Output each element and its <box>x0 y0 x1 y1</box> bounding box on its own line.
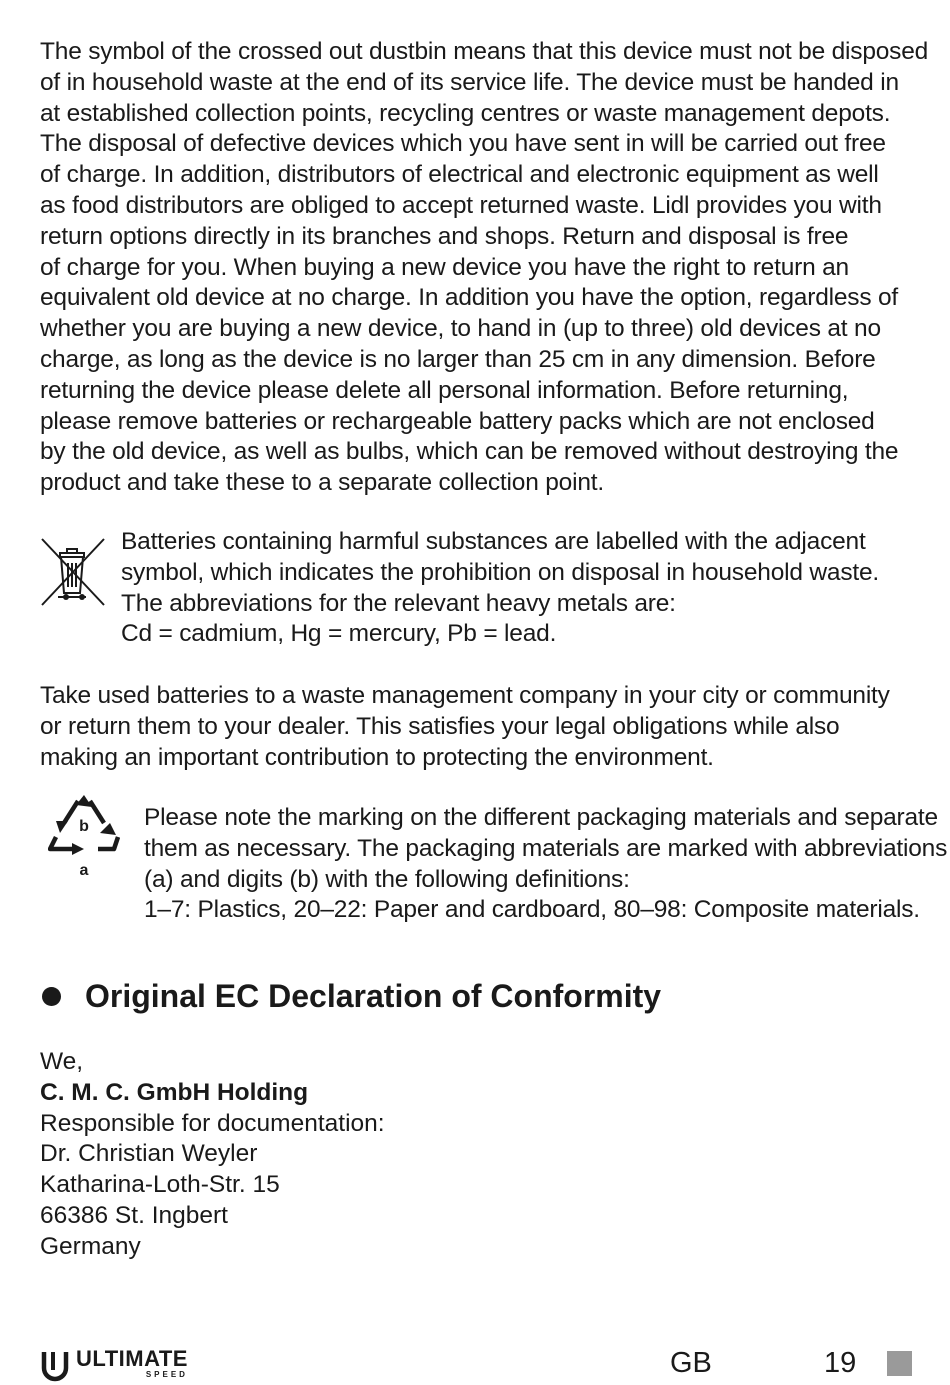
address-line: Responsible for documentation: <box>40 1109 385 1137</box>
text-line: symbol, which indicates the prohibition on disposal in household waste. <box>121 558 880 586</box>
recycle-label-a: a <box>79 862 89 879</box>
text-line: (a) and digits (b) with the following definitions: <box>144 865 630 893</box>
text-line: or return them to your dealer. This satisfies your legal obligations while also <box>40 712 840 740</box>
packaging-text <box>144 803 947 926</box>
text-line: whether you are buying a new device, to hand in (up to three) old devices at no <box>40 315 881 343</box>
text-line: 1–7: Plastics, 20–22: Paper and cardboard, 80–98: Composite materials. <box>144 896 920 924</box>
text-line: Cd = cadmium, Hg = mercury, Pb = lead. <box>121 620 557 648</box>
text-line: The disposal of defective devices which you have sent in will be carried out free <box>40 130 886 158</box>
text-line: making an important contribution to protecting the environment. <box>40 743 714 771</box>
text-line: by the old device, as well as bulbs, which can be removed without destroying the <box>40 438 899 466</box>
text-line: them as necessary. The packaging materials are marked with abbreviations <box>144 834 948 862</box>
text-line: of charge for you. When buying a new device you have the right to return an <box>40 253 849 281</box>
company-name: C. M. C. GmbH Holding <box>40 1078 309 1106</box>
address-line: Germany <box>40 1232 141 1260</box>
text-line: Batteries containing harmful substances are labelled with the adjacent <box>121 528 866 555</box>
recycling-triangle-icon <box>48 793 120 879</box>
recycle-label-b: b <box>79 818 89 835</box>
language-code: GB <box>670 1347 712 1379</box>
page-marker <box>887 1351 912 1376</box>
text-line: as food distributors are obliged to accept returned waste. Lidl provides you with <box>40 191 882 219</box>
address-line: Katharina-Loth-Str. 15 <box>40 1171 280 1199</box>
text-line: of charge. In addition, distributors of electrical and electronic equipment as well <box>40 161 879 189</box>
declaration-address <box>40 1047 385 1263</box>
text-line: returning the device please delete all personal information. Before returning, <box>40 376 849 404</box>
heading-text: Original EC Declaration of Conformity <box>85 978 662 1014</box>
disposal-paragraph <box>40 37 929 499</box>
battery-text <box>121 527 879 650</box>
crossed-out-bin-icon <box>40 537 106 607</box>
text-line: product and take these to a separate collection point. <box>40 469 604 497</box>
address-line: 66386 St. Ingbert <box>40 1201 228 1229</box>
bullet-icon <box>42 987 61 1006</box>
brand-name: ULTIMATE <box>76 1346 188 1371</box>
brand-subtitle: SPEED <box>145 1370 188 1379</box>
text-line: The abbreviations for the relevant heavy metals are: <box>121 589 676 617</box>
text-line: charge, as long as the device is no larger than 25 cm in any dimension. Before <box>40 345 876 373</box>
ultimate-speed-logo-icon <box>40 1348 70 1382</box>
text-line: please remove batteries or rechargeable battery packs which are not enclosed <box>40 407 875 435</box>
page-number: 19 <box>824 1347 857 1379</box>
text-line: of in household waste at the end of its service life. The device must be handed in <box>40 68 899 96</box>
text-line: Please note the marking on the different packaging materials and separate <box>144 804 938 831</box>
batteries-paragraph <box>40 681 890 773</box>
section-heading <box>40 978 661 1015</box>
text-line: at established collection points, recycling centres or waste management depots. <box>40 99 891 127</box>
text-line: The symbol of the crossed out dustbin means that this device must not be disposed <box>40 38 929 65</box>
address-line: We, <box>40 1048 84 1075</box>
brand-logo <box>40 1348 188 1382</box>
text-line: Take used batteries to a waste management company in your city or community <box>40 682 890 709</box>
text-line: return options directly in its branches and shops. Return and disposal is free <box>40 222 849 250</box>
address-line: Dr. Christian Weyler <box>40 1140 258 1168</box>
text-line: equivalent old device at no charge. In addition you have the option, regardless of <box>40 284 899 312</box>
